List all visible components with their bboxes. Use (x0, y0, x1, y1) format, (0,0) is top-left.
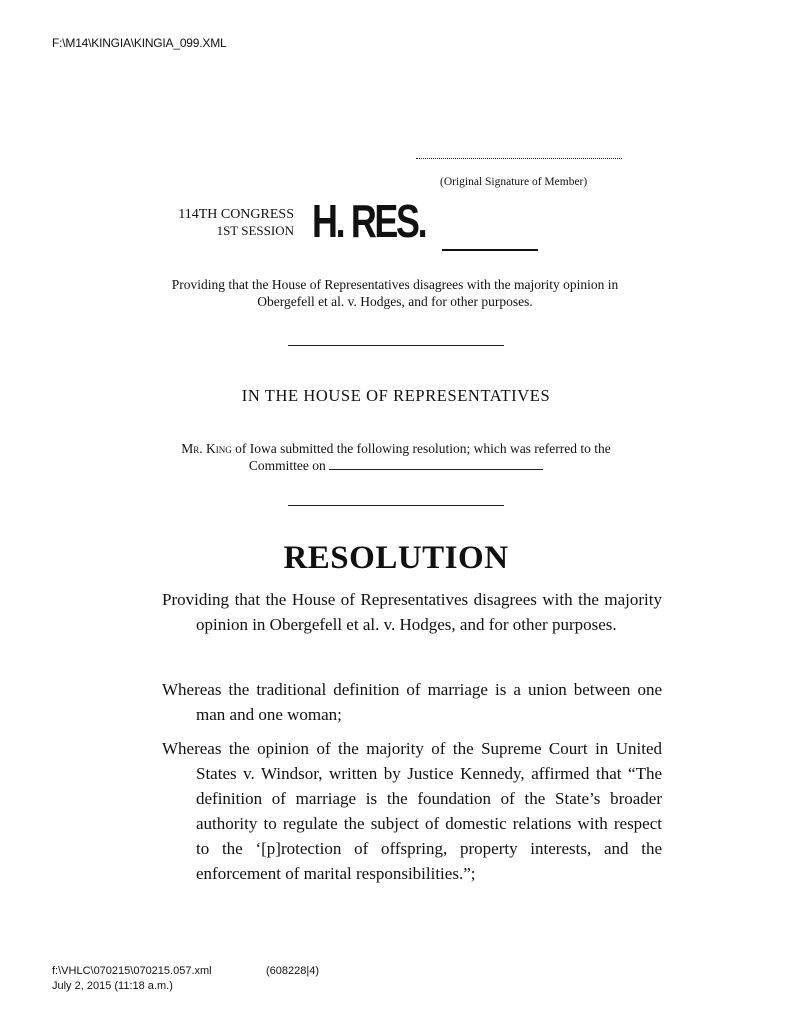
short-title: Providing that the House of Representatives disagrees with the majority opinion in Obergefell et al. v. Hodges, and for other purposes. (171, 277, 619, 309)
file-path: F:\M14\KINGIA\KINGIA_099.XML (52, 36, 227, 50)
session-label: 1ST SESSION (216, 223, 294, 238)
footer-file-path: f:\VHLC\070215\070215.057.xml (52, 965, 212, 977)
divider-rule (288, 345, 504, 346)
whereas-clause: Whereas the traditional definition of marriage is a union between one man and one woman; (162, 680, 662, 724)
sponsor-text: of Iowa submitted the following resolution; which was referred to the Committee on (231, 441, 611, 473)
footer-document-id: (608228|4) (266, 965, 320, 977)
divider-rule (288, 505, 504, 506)
committee-blank (329, 458, 543, 470)
congress-label: 114TH CONGRESS (178, 207, 294, 222)
bill-number-blank (442, 249, 538, 251)
signature-caption: (Original Signature of Member) (440, 176, 588, 188)
resolution-heading: RESOLUTION (283, 540, 509, 576)
purpose-paragraph: Providing that the House of Representatives disagrees with the majority opinion in Obergefell et al. v. Hodges, and for other purposes. (162, 590, 662, 634)
footer-date: July 2, 2015 (11:18 a.m.) (52, 980, 173, 992)
house-heading: IN THE HOUSE OF REPRESENTATIVES (241, 386, 551, 405)
bill-title: H. RES. (312, 195, 426, 247)
sponsor-name: Mr. King (181, 441, 232, 456)
sponsor-statement (150, 440, 642, 474)
congress-session-block (148, 207, 294, 239)
whereas-clause: Whereas the opinion of the majority of the Supreme Court in United States v. Windsor, written by Justice Kennedy, affirmed that “The definition of marriage is the foundation of the State’s broader authority to regulate the subject of domestic relations with respect to the ‘[p]rotection of offspring, property interests, and the enforcement of marital responsibilities.”; (162, 739, 662, 883)
signature-line (416, 158, 622, 159)
